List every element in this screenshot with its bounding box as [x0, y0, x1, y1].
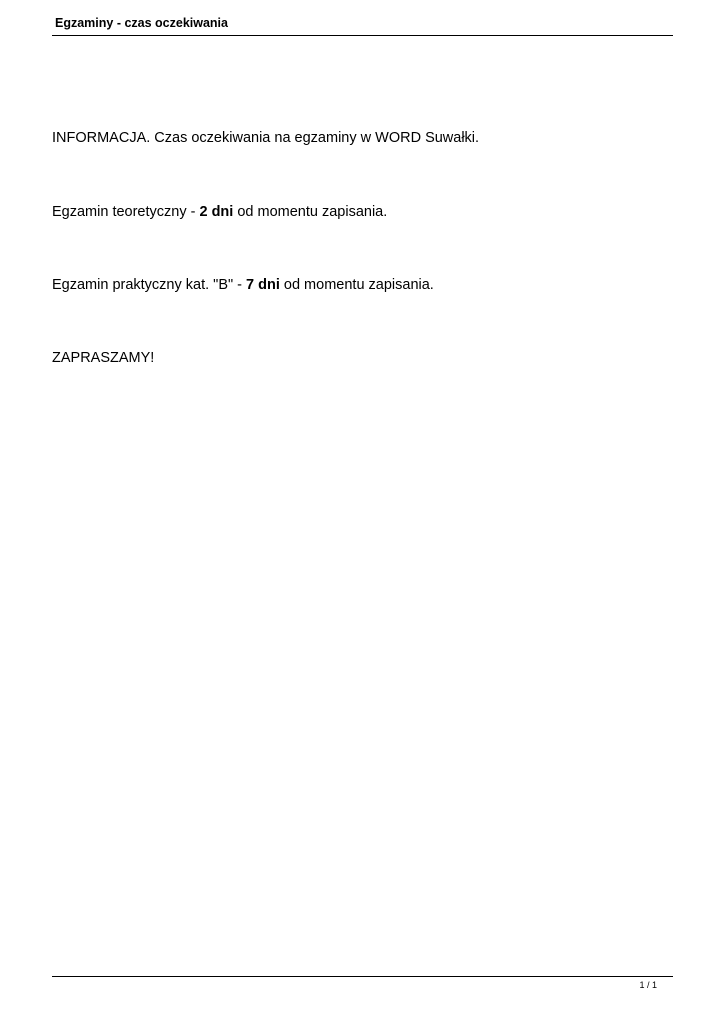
header-divider: [52, 35, 673, 36]
theory-exam-suffix: od momentu zapisania.: [233, 204, 388, 220]
page-header: [55, 15, 672, 31]
practical-exam-label: Egzamin praktyczny kat. "B" -: [52, 277, 247, 293]
practical-exam-paragraph: [52, 276, 434, 294]
theory-exam-wait-time: 2 dni: [199, 204, 234, 220]
footer-divider: [52, 976, 673, 977]
practical-exam-wait-time: 7 dni: [246, 277, 280, 293]
page-number: 1 / 1: [639, 980, 657, 990]
page-title: Egzaminy - czas oczekiwania: [55, 16, 228, 30]
theory-exam-label: Egzamin teoretyczny -: [52, 204, 200, 220]
info-paragraph: INFORMACJA. Czas oczekiwania na egzaminy w WORD Suwałki.: [52, 130, 480, 146]
theory-exam-paragraph: [52, 203, 387, 221]
closing-paragraph: ZAPRASZAMY!: [52, 350, 155, 366]
practical-exam-suffix: od momentu zapisania.: [279, 277, 434, 293]
